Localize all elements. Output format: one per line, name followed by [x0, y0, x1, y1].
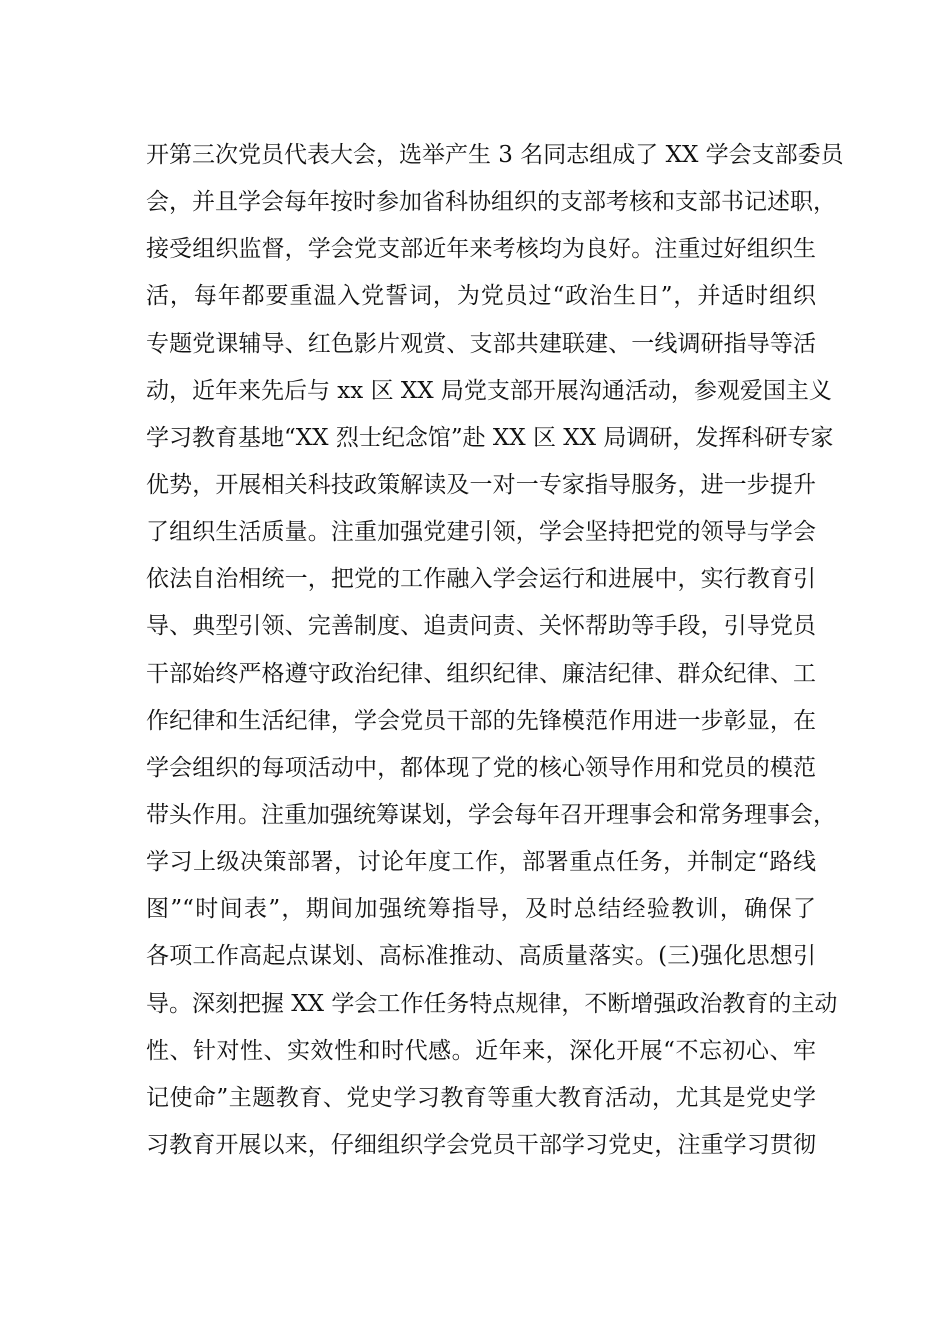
text-line: 学会组织的每项活动中，都体现了党的核心领导作用和党员的模范: [146, 754, 816, 781]
text-line: 接受组织监督，学会党支部近年来考核均为良好。注重过好组织生: [146, 236, 816, 263]
text-line: 依法自治相统一，把党的工作融入学会运行和进展中，实行教育引: [146, 566, 816, 593]
text-line: 图”“时间表”，期间加强统筹指导，及时总结经验教训，确保了: [146, 896, 816, 923]
text-line: 开第三次党员代表大会，选举产生 3 名同志组成了 XX 学会支部委员: [146, 142, 844, 168]
text-line: 作纪律和生活纪律，学会党员干部的先锋模范作用进一步彰显，在: [146, 707, 816, 734]
text-line: 会，并且学会每年按时参加省科协组织的支部考核和支部书记述职，: [146, 189, 836, 216]
text-line: 专题党课辅导、红色影片观赏、支部共建联建、一线调研指导等活: [146, 330, 816, 357]
text-line: 习教育开展以来，仔细组织学会党员干部学习党史，注重学习贯彻: [146, 1131, 816, 1158]
text-line: 优势，开展相关科技政策解读及一对一专家指导服务，进一步提升: [146, 471, 816, 498]
text-line: 记使命”主题教育、党史学习教育等重大教育活动，尤其是党史学: [146, 1084, 816, 1111]
text-line: 学习上级决策部署，讨论年度工作，部署重点任务，并制定“路线: [146, 849, 816, 876]
body-paragraph: [146, 132, 844, 1169]
text-line: 干部始终严格遵守政治纪律、组织纪律、廉洁纪律、群众纪律、工: [146, 660, 816, 687]
text-line: 各项工作高起点谋划、高标准推动、高质量落实。(三)强化思想引: [146, 943, 816, 970]
text-line: 性、针对性、实效性和时代感。近年来，深化开展“不忘初心、牢: [146, 1037, 816, 1064]
text-line: 导。深刻把握 XX 学会工作任务特点规律，不断增强政治教育的主动: [146, 990, 838, 1017]
text-line: 动，近年来先后与 xx 区 XX 局党支部开展沟通活动，参观爱国主义: [146, 377, 832, 404]
text-line: 了组织生活质量。注重加强党建引领，学会坚持把党的领导与学会: [146, 519, 816, 546]
text-line: 学习教育基地“XX 烈士纪念馆”赴 XX 区 XX 局调研，发挥科研专家: [146, 424, 834, 451]
text-line: 导、典型引领、完善制度、追责问责、关怀帮助等手段，引导党员: [146, 613, 816, 640]
text-line: 活，每年都要重温入党誓词，为党员过“政治生日”，并适时组织: [146, 283, 816, 310]
text-line: 带头作用。注重加强统筹谋划，学会每年召开理事会和常务理事会，: [146, 801, 836, 828]
